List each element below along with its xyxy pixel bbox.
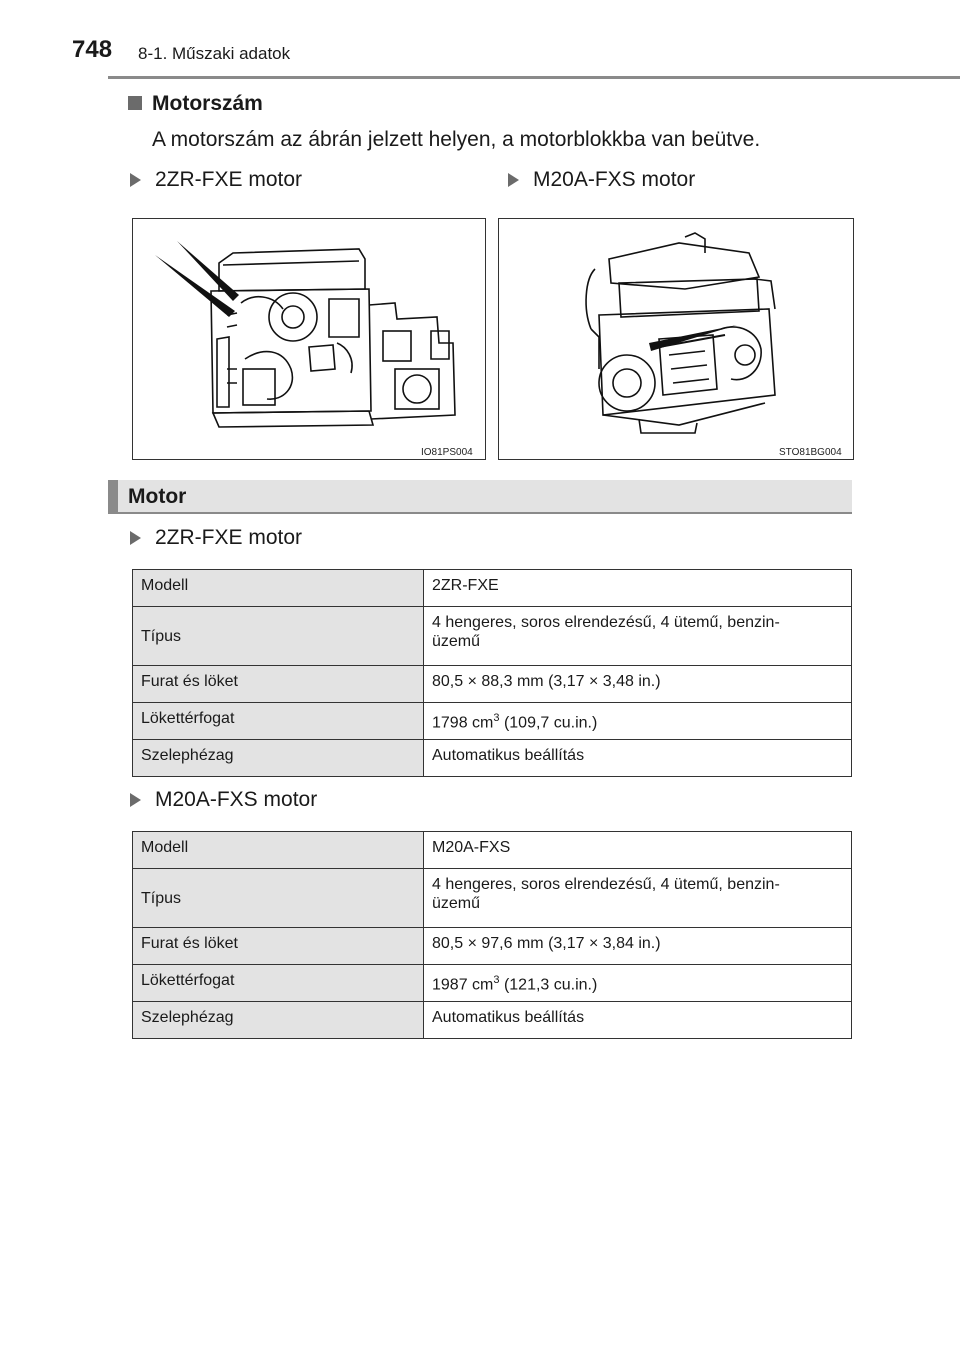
header-rule [108,76,960,79]
spec-key: Típus [133,607,424,666]
spec-value: 1798 $cm^3$ (109,7 cu.in.) [424,703,852,740]
table-row [133,832,852,869]
table-row [133,1002,852,1039]
spec-table-m20a [132,831,852,1039]
table-row [133,703,852,740]
engine-illustration-2zr [132,218,486,460]
section-description: A motorszám az ábrán jelzett helyen, a motorblokkba van beütve. [152,128,761,151]
table-label-2zr: 2ZR-FXE motor [130,526,302,550]
motor-section-bar [108,480,852,514]
spec-value: 4 hengeres, soros elrendezésű, 4 ütemű, benzin- üzemű [424,607,852,666]
table-row [133,869,852,928]
spec-value: 2ZR-FXE [424,570,852,607]
spec-value: 4 hengeres, soros elrendezésű, 4 ütemű, benzin- üzemű [424,869,852,928]
table-row [133,666,852,703]
spec-value: 80,5 × 97,6 mm (3,17 × 3,84 in.) [424,928,852,965]
spec-value: 1987 $cm^3$ (121,3 cu.in.) [424,965,852,1002]
spec-key: Típus [133,869,424,928]
triangle-bullet-icon [508,173,519,187]
chapter-title: 8-1. Műszaki adatok [138,44,291,63]
figure-label-m20a: M20A-FXS motor [508,168,695,192]
table-label-m20a: M20A-FXS motor [130,788,317,812]
section-square-icon [128,96,142,110]
spec-table-2zr [132,569,852,777]
triangle-bullet-icon [130,793,141,807]
spec-key: Modell [133,832,424,869]
figure-code: STO81BG004 [779,447,842,458]
page-number: 748 [72,36,113,63]
figure-label-2zr: 2ZR-FXE motor [130,168,302,192]
section-title: Motorszám [152,92,263,115]
spec-key: Modell [133,570,424,607]
motor-section-bar-accent [108,480,118,514]
triangle-bullet-icon [130,173,141,187]
table-row [133,570,852,607]
motor-section-bar-rule [108,512,852,514]
spec-key: Furat és löket [133,666,424,703]
motor-section-title: Motor [128,485,187,508]
engine-m20a-icon [499,219,853,459]
table-row [133,965,852,1002]
table-row [133,928,852,965]
spec-key: Lökettérfogat [133,965,424,1002]
figure-code: IO81PS004 [421,447,473,458]
spec-key: Lökettérfogat [133,703,424,740]
spec-value: 80,5 × 88,3 mm (3,17 × 3,48 in.) [424,666,852,703]
engine-illustration-m20a [498,218,854,460]
table-row [133,607,852,666]
spec-value: M20A-FXS [424,832,852,869]
table-row [133,740,852,777]
engine-2zr-icon [133,219,485,459]
spec-key: Szelephézag [133,740,424,777]
triangle-bullet-icon [130,531,141,545]
spec-value: Automatikus beállítás [424,740,852,777]
spec-key: Furat és löket [133,928,424,965]
spec-value: Automatikus beállítás [424,1002,852,1039]
spec-key: Szelephézag [133,1002,424,1039]
